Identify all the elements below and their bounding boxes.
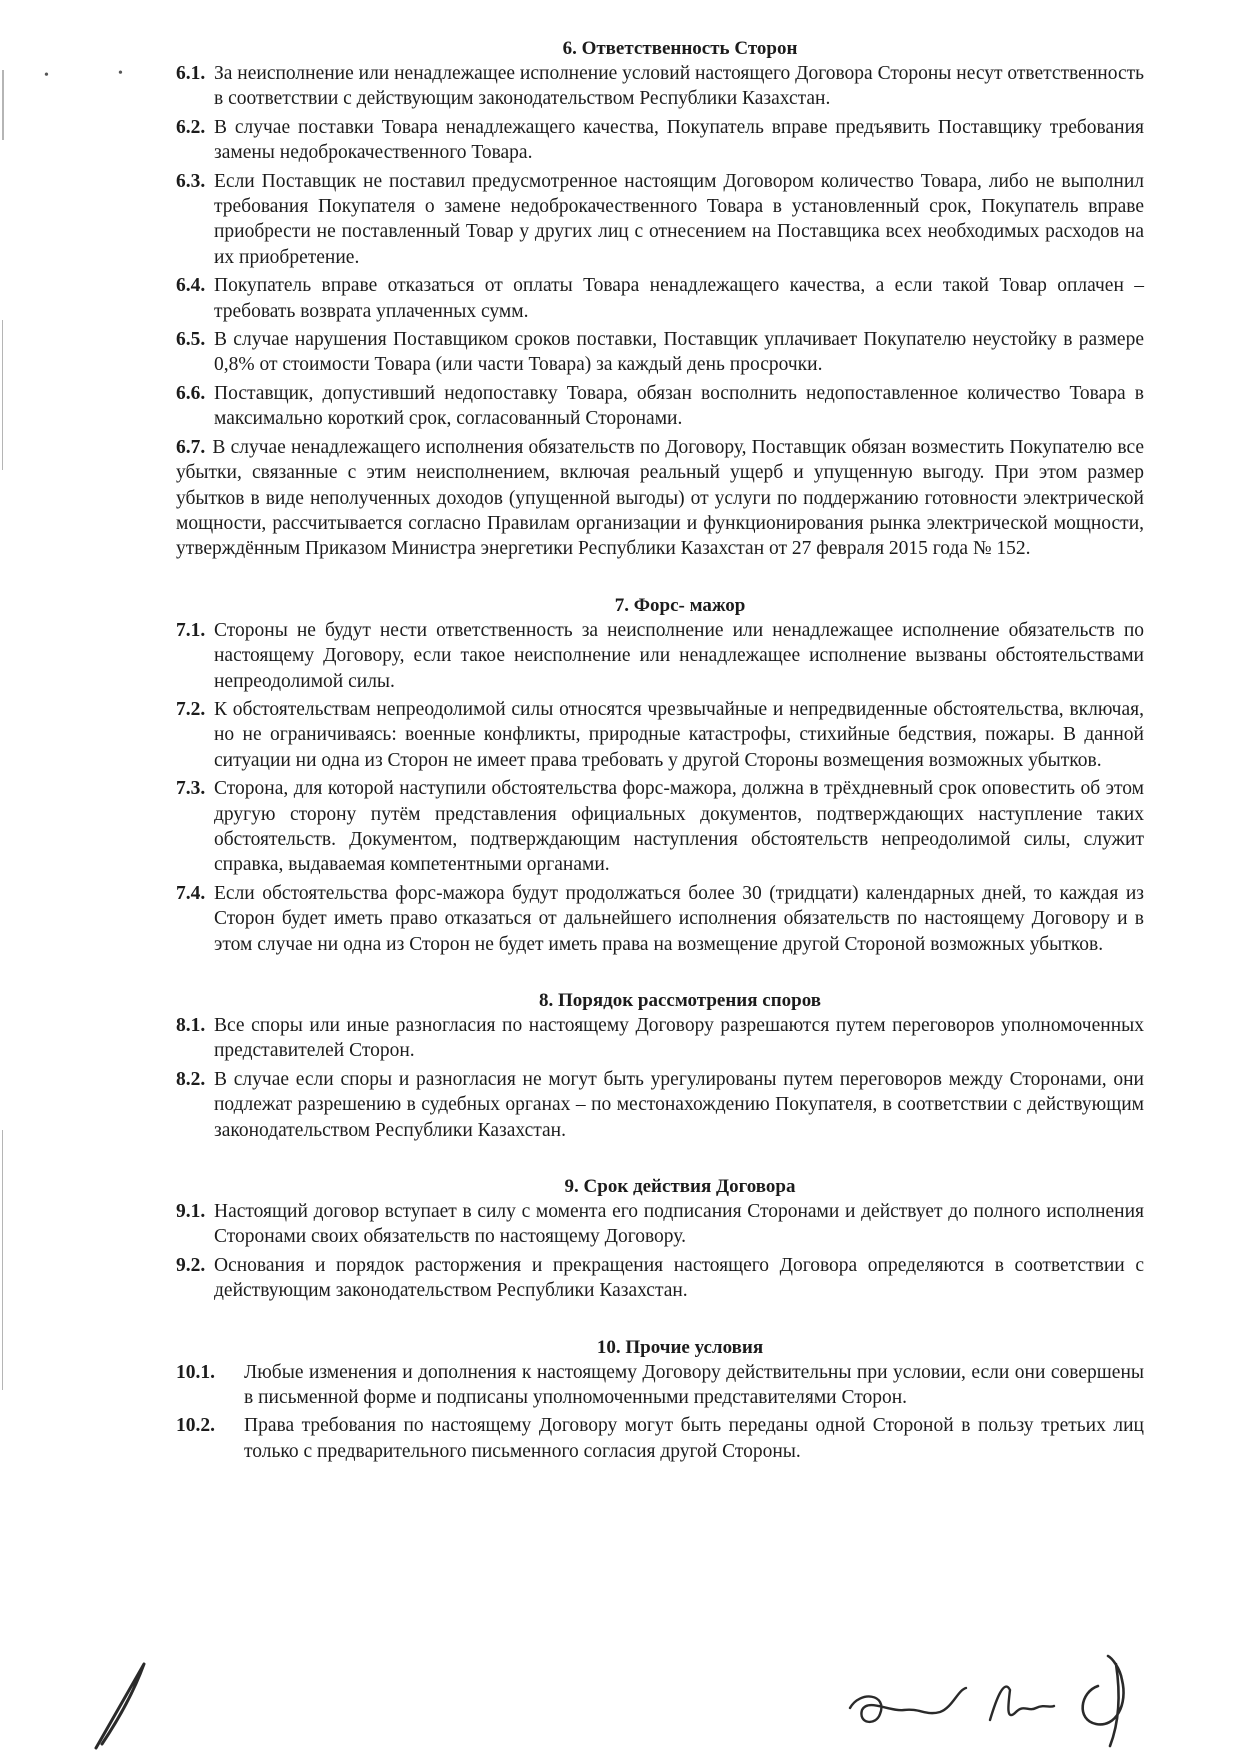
clause-text: Стороны не будут нести ответственность за неисполнение или ненадлежащее исполнение обязательств по настоящему Договору, если такое неисполнение или ненадлежащее исполнение вызваны обстоятельствами непреодолимой силы. [214, 619, 1144, 692]
scan-speck: • [44, 68, 49, 83]
section-force-majeure [176, 593, 1144, 957]
clause [176, 1013, 1144, 1064]
clause-number: 9.2. [176, 1254, 206, 1276]
clause-number: 6.2. [176, 116, 206, 138]
scan-speck: • [118, 66, 123, 81]
section-term [176, 1174, 1144, 1304]
clause [176, 1413, 1144, 1464]
scan-edge-mark [2, 1130, 3, 1390]
clause-number: 6.3. [176, 170, 206, 192]
scan-edge-mark [2, 320, 3, 470]
clause [176, 1253, 1144, 1304]
clause [176, 881, 1144, 957]
clause-number: 6.6. [176, 382, 206, 404]
clause [176, 381, 1144, 432]
clause [176, 61, 1144, 112]
clause [176, 618, 1144, 694]
section-responsibility [176, 36, 1144, 562]
clause-text: Поставщик, допустивший недопоставку Товара, обязан восполнить недопоставленное количество Товара в максимально короткий срок, согласованный Сторонами. [214, 382, 1144, 430]
pen-stroke-signature-left [92, 1656, 152, 1752]
clause-number: 7.2. [176, 698, 206, 720]
section-title: 6. Ответственность Сторон [562, 38, 798, 59]
section-title: 8. Порядок рассмотрения споров [538, 990, 822, 1011]
clause-number: 9.1. [176, 1201, 206, 1223]
clause [176, 435, 1144, 562]
clause-number: 10.1. [176, 1361, 215, 1383]
clause-number: 8.1. [176, 1015, 206, 1036]
clause-number: 6.7. [176, 436, 206, 458]
clause-text: Сторона, для которой наступили обстоятельства форс-мажора, должна в трёхдневный срок оповестить об этом другую сторону путём представления официальных документов, подтверждающих наступление таких обстоятельств. Документом, подтверждающим наступления обстоятельств непреодолимой силы, служит справка, выдаваемая компетентными органами. [214, 778, 1144, 876]
clause-text: К обстоятельствам непреодолимой силы относятся чрезвычайные и непредвиденные обстоятельства, включая, но не ограничиваясь: военные конфликты, природные катастрофы, стихийные бедствия, пожары. В данной ситуации ни одна из Сторон не имеет права требовать у другой Стороны возмещения возможных убытков. [214, 698, 1144, 771]
clause-text: Если обстоятельства форс-мажора будут продолжаться более 30 (тридцати) календарных дней, то каждая из Сторон будет иметь право отказаться от дальнейшего исполнения обязательств по настоящему Договору и в этом случае ни одна из Сторон не будет иметь права на возмещение другой Стороной возможных убытков. [214, 882, 1144, 955]
clause-number: 6.4. [176, 275, 206, 297]
section-disputes [176, 988, 1144, 1143]
section-title: 7. Форс- мажор [614, 594, 746, 616]
section-other-terms [176, 1335, 1144, 1465]
clause-text: Настоящий договор вступает в силу с момента его подписания Сторонами и действует до полного исполнения Сторонами своих обязательств по настоящему Договору. [214, 1201, 1144, 1248]
clause [176, 327, 1144, 378]
clause-text: Любые изменения и дополнения к настоящему Договору действительны при условии, если они совершены в письменной форме и подписаны уполномоченными представителями Сторон. [244, 1361, 1144, 1409]
clause [176, 115, 1144, 166]
clause-number: 7.3. [176, 778, 206, 800]
clause [176, 776, 1144, 878]
clause [176, 1067, 1144, 1143]
clause-text: В случае нарушения Поставщиком сроков поставки, Поставщик уплачивает Покупателю неустойку в размере 0,8% от стоимости Товара (или части Товара) за каждый день просрочки. [214, 329, 1144, 376]
clause-text: В случае поставки Товара ненадлежащего качества, Покупатель вправе предъявить Поставщику требования замены недоброкачественного Товара. [214, 116, 1144, 164]
scan-edge-mark [2, 70, 4, 140]
clause-text: Основания и порядок расторжения и прекращения настоящего Договора определяются в соответствии с действующим законодательством Республики Казахстан. [214, 1254, 1144, 1302]
clause [176, 697, 1144, 773]
clause [176, 169, 1144, 271]
clause [176, 1360, 1144, 1411]
clause-number: 8.2. [176, 1068, 206, 1090]
clause-text: За неисполнение или ненадлежащее исполнение условий настоящего Договора Стороны несут ответственность в соответствии с действующим законодательством Республики Казахстан. [214, 63, 1145, 110]
section-title: 9. Срок действия Договора [564, 1176, 796, 1198]
clause-text: Покупатель вправе отказаться от оплаты Товара ненадлежащего качества, а если такой Товар оплачен – требовать возврата уплаченных сумм. [214, 275, 1144, 322]
clause-text: В случае ненадлежащего исполнения обязательств по Договору, Поставщик обязан возместить Покупателю все убытки, связанные с этим неисполнением, включая реальный ущерб и упущенную выгоду. При этом размер убытков в виде неполученных доходов (упущенной выгоды) от услуги по поддержанию готовности электрической мощности, рассчитывается согласно Правилам организации и функционирования рынка электрической мощности, утверждённым Приказом Министра энергетики Республики Казахстан от 27 февраля 2015 года № 152. [176, 436, 1144, 560]
clause-number: 6.1. [176, 63, 206, 84]
clause [176, 1199, 1144, 1250]
clause-number: 6.5. [176, 329, 206, 351]
clause-text: Если Поставщик не поставил предусмотренное настоящим Договором количество Товара, либо не выполнил требования Покупателя о замене недоброкачественного Товара в установленный срок, Покупатель вправе приобрести не поставленный Товар у других лиц с отнесением на Поставщика всех необходимых расходов на их приобретение. [214, 170, 1144, 268]
section-title: 10. Прочие условия [596, 1336, 764, 1358]
clause-number: 7.4. [176, 882, 206, 904]
clause-number: 7.1. [176, 619, 206, 641]
clause [176, 273, 1144, 324]
document-body [176, 36, 1144, 1467]
clause-number: 10.2. [176, 1415, 215, 1437]
handwritten-initials-right [840, 1650, 1150, 1750]
clause-text: Все споры или иные разногласия по настоящему Договору разрешаются путем переговоров уполномоченных представителей Сторон. [214, 1015, 1144, 1062]
clause-text: Права требования по настоящему Договору могут быть переданы одной Стороной в пользу третьих лиц только с предварительного письменного согласия другой Стороны. [244, 1415, 1144, 1462]
clause-text: В случае если споры и разногласия не могут быть урегулированы путем переговоров между Сторонами, они подлежат разрешению в судебных органах – по местонахождению Покупателя, в соответствии с действующим законодательством Республики Казахстан. [214, 1068, 1144, 1141]
